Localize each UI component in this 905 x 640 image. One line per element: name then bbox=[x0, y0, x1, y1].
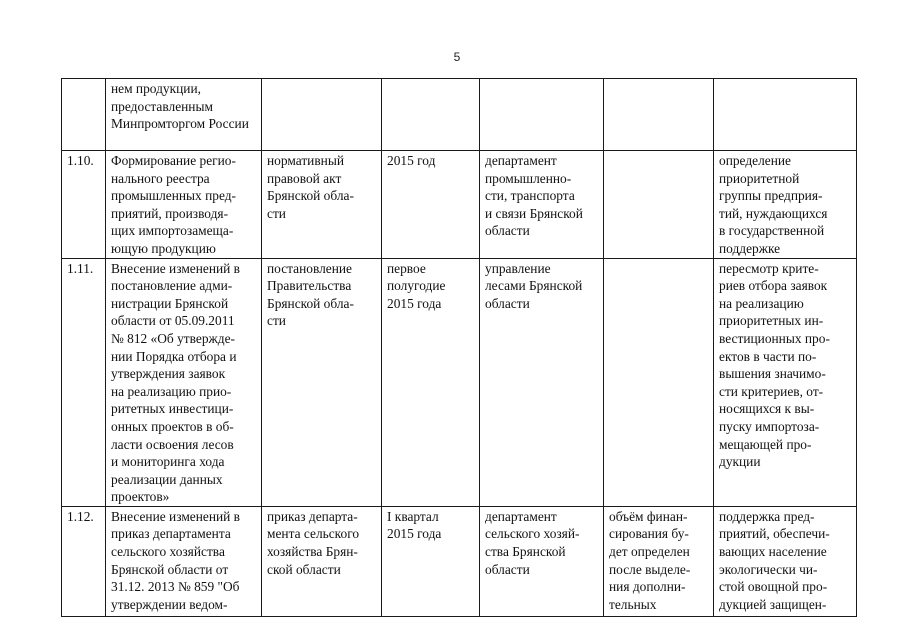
table-row bbox=[62, 79, 857, 151]
measure-cell: Внесение изменений в постановление адми- нистрации Брянской области от 05.09.2011 № 812 «Об утвержде- нии Порядка отбора и утверждения заявок на реализацию прио- ритетных инвестици- онных проектов в об- ласти освоения лесов и мониторинга хода реализации данных проектов» bbox=[106, 258, 262, 506]
executor-cell bbox=[480, 79, 604, 151]
row-number: 1.12. bbox=[62, 506, 106, 616]
result-cell: поддержка пред- приятий, обеспечи- вающих население экологически чи- стой овощной про- дукцией защищен- bbox=[714, 506, 857, 616]
measure-cell: Формирование регио- нального реестра промышленных пред- приятий, производя- щих импортозамеща- ющую продукцию bbox=[106, 151, 262, 259]
measure-cell: нем продукции, предоставленным Минпромторгом России bbox=[106, 79, 262, 151]
table-row bbox=[62, 506, 857, 616]
executor-cell: департамент сельского хозяй- ства Брянской области bbox=[480, 506, 604, 616]
deadline-cell: первое полугодие 2015 года bbox=[382, 258, 480, 506]
financing-cell bbox=[604, 79, 714, 151]
table-row bbox=[62, 258, 857, 506]
result-cell: определение приоритетной группы предприя- тий, нуждающихся в государственной поддержке bbox=[714, 151, 857, 259]
executor-cell: управление лесами Брянской области bbox=[480, 258, 604, 506]
row-number bbox=[62, 79, 106, 151]
measure-cell: Внесение изменений в приказ департамента сельского хозяйства Брянской области от 31.12. 2013 № 859 "Об утверждении ведом- bbox=[106, 506, 262, 616]
result-cell: пересмотр крите- риев отбора заявок на реализацию приоритетных ин- вестиционных про- ектов в части по- вышения значимо- сти критериев, от- носящихся к вы- пуску импортоза- мещающей про- дукции bbox=[714, 258, 857, 506]
deadline-cell: 2015 год bbox=[382, 151, 480, 259]
row-number: 1.10. bbox=[62, 151, 106, 259]
document-type-cell: приказ департа- мента сельского хозяйства Брян- ской области bbox=[262, 506, 382, 616]
table-row bbox=[62, 151, 857, 259]
financing-cell: объём финан- сирования бу- дет определен после выделе- ния дополни- тельных bbox=[604, 506, 714, 616]
financing-cell bbox=[604, 151, 714, 259]
page-number: 5 bbox=[453, 50, 461, 64]
measures-table bbox=[61, 78, 857, 617]
document-type-cell: постановление Правительства Брянской обла- сти bbox=[262, 258, 382, 506]
document-type-cell: нормативный правовой акт Брянской обла- сти bbox=[262, 151, 382, 259]
executor-cell: департамент промышленно- сти, транспорта и связи Брянской области bbox=[480, 151, 604, 259]
financing-cell bbox=[604, 258, 714, 506]
deadline-cell bbox=[382, 79, 480, 151]
row-number: 1.11. bbox=[62, 258, 106, 506]
document-type-cell bbox=[262, 79, 382, 151]
deadline-cell: I квартал 2015 года bbox=[382, 506, 480, 616]
result-cell bbox=[714, 79, 857, 151]
